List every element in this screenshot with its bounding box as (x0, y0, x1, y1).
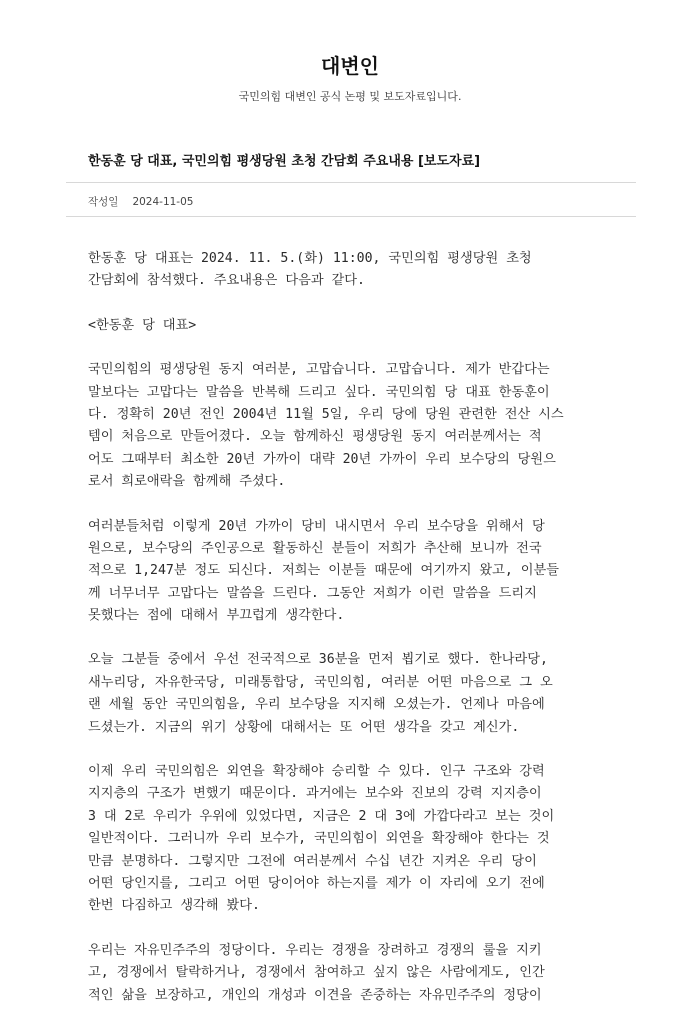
paragraph (88, 649, 616, 739)
text-line: 원으로, 보수당의 주인공으로 활동하신 분들이 저희가 추산해 보니까 전국 (88, 540, 542, 556)
text-line: 이제 우리 국민의힘은 외연을 확장해야 승리할 수 있다. 인구 구조와 강력 (88, 764, 545, 780)
post-body (88, 248, 616, 1029)
date-label: 작성일 (88, 196, 119, 208)
text-line: 우리는 자유민주주의 정당이다. 우리는 경쟁을 장려하고 경쟁의 룰을 지키 (88, 942, 542, 958)
divider (66, 216, 636, 217)
text-line: 적인 삶을 보장하고, 개인의 개성과 이견을 존중하는 자유민주주의 정당이 (88, 987, 542, 1003)
paragraph (88, 248, 616, 293)
post-date: 2024-11-05 (132, 196, 194, 208)
text-line: 어도 그때부터 최소한 20년 가까이 대략 20년 가까이 우리 보수당의 당원으 (88, 451, 556, 467)
text-line: 로서 희로애락을 함께해 주셨다. (88, 474, 286, 490)
text-line: 다. 정확히 20년 전인 2004년 11월 5일, 우리 당에 당원 관련한 전산 시스 (88, 406, 564, 422)
paragraph (88, 761, 616, 918)
site-description: 국민의힘 대변인 공식 논평 및 보도자료입니다. (238, 90, 462, 103)
text-line: 지지층의 구조가 변했기 때문이다. 과거에는 보수와 진보의 강력 지지층이 (88, 786, 542, 802)
text-line: 새누리당, 자유한국당, 미래통합당, 국민의힘, 여러분 어떤 마음으로 그 오 (88, 674, 553, 690)
text-line: 한번 다짐하고 생각해 봤다. (88, 898, 260, 914)
post-meta (88, 194, 193, 209)
post-title: 한동훈 당 대표, 국민의힘 평생당원 초청 간담회 주요내용 [보도자료] (88, 154, 481, 169)
paragraph (88, 359, 616, 493)
text-line: 적으로 1,247분 정도 되신다. 저희는 이분들 때문에 여기까지 왔고, 이분들 (88, 563, 559, 579)
text-line: 여러분들처럼 이렇게 20년 가까이 당비 내시면서 우리 보수당을 위해서 당 (88, 518, 545, 534)
text-line: 말보다는 고맙다는 말씀을 반복해 드리고 싶다. 국민의힘 당 대표 한동훈이 (88, 384, 550, 400)
text-line: 못했다는 점에 대해서 부끄럽게 생각한다. (88, 608, 345, 624)
paragraph (88, 315, 616, 337)
text-line: 한동훈 당 대표는 2024. 11. 5.(화) 11:00, 국민의힘 평생당원 초청 (88, 251, 532, 266)
site-title[interactable]: 대변인 (321, 54, 379, 78)
paragraph (88, 940, 616, 1007)
text-line: 드셨는가. 지금의 위기 상황에 대해서는 또 어떤 생각을 갖고 계신가. (88, 719, 520, 735)
text-line: 템이 처음으로 만들어졌다. 오늘 함께하신 평생당원 동지 여러분께서는 적 (88, 429, 542, 445)
paragraph (88, 516, 616, 628)
text-line: 랜 세월 동안 국민의힘을, 우리 보수당을 지지해 오셨는가. 언제나 마음에 (88, 697, 545, 713)
text-line: 3 대 2로 우리가 우위에 있었다면, 지금은 2 대 3에 가깝다라고 보는 것이 (88, 808, 555, 824)
text-line: 간담회에 참석했다. 주요내용은 다음과 같다. (88, 273, 365, 289)
text-line: <한동훈 당 대표> (88, 317, 197, 333)
text-line: 만큼 분명하다. 그렇지만 그전에 여러분께서 수십 년간 지켜온 우리 당이 (88, 853, 537, 869)
text-line: 고, 경쟁에서 탈락하거나, 경쟁에서 참여하고 싶지 않은 사람에게도, 인간 (88, 965, 545, 981)
text-line: 어떤 당인지를, 그리고 어떤 당이어야 하는지를 제가 이 자리에 오기 전에 (88, 875, 545, 891)
text-line: 오늘 그분들 중에서 우선 전국적으로 36분을 먼저 뵙기로 했다. 한나라당, (88, 652, 548, 668)
text-line: 국민의힘의 평생당원 동지 여러분, 고맙습니다. 고맙습니다. 제가 반갑다는 (88, 362, 550, 378)
text-line: 일반적이다. 그러니까 우리 보수가, 국민의힘이 외연을 확장해야 한다는 것 (88, 831, 550, 847)
divider (66, 182, 636, 183)
text-line: 께 너무너무 고맙다는 말씀을 드린다. 그동안 저희가 이런 말씀을 드리지 (88, 585, 537, 601)
